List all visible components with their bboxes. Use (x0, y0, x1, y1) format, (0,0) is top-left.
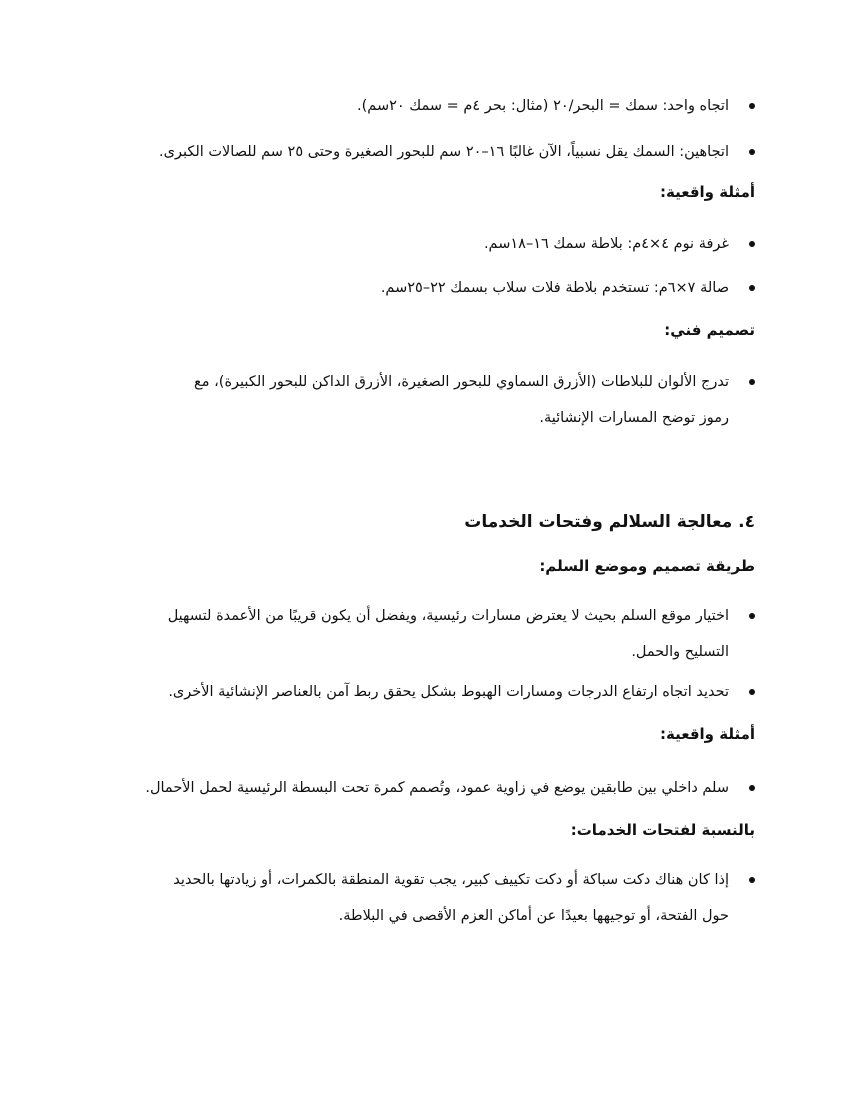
bullet-icon (749, 149, 755, 155)
art-design-heading: تصميم فني: (664, 321, 755, 339)
list-item (90, 674, 755, 710)
openings-heading: بالنسبة لفتحات الخدمات: (570, 821, 755, 839)
list-item-text: صالة ٧×٦م: تستخدم بلاطة فلات سلاب بسمك ٢٢–٢٥سم. (380, 280, 729, 296)
list-item-text: تحديد اتجاه ارتفاع الدرجات ومسارات الهبوط بشكل يحقق ربط آمن بالعناصر الإنشائية الأخرى. (168, 684, 729, 700)
list-item (90, 598, 755, 670)
list-item-text: اتجاهين: السمك يقل نسبياً، الآن غالبًا ١٦–٢٠ سم للبحور الصغيرة وحتى ٢٥ سم للصالات الكبرى. (158, 144, 729, 160)
bullet-icon (749, 689, 755, 695)
list-item (90, 88, 755, 124)
examples-list (90, 770, 755, 806)
list-item-line: تدرج الألوان للبلاطات (الأزرق السماوي للبحور الصغيرة، الأزرق الداكن للبحور الكبيرة)، مع (194, 374, 729, 390)
bullet-icon (749, 785, 755, 791)
stair-design-heading: طريقة تصميم وموضع السلم: (539, 557, 755, 575)
examples-list (90, 226, 755, 306)
bullet-icon (749, 877, 755, 883)
list-item-line: التسليح والحمل. (631, 644, 729, 660)
list-item (90, 862, 755, 934)
bullet-icon (749, 379, 755, 385)
bullet-icon (749, 613, 755, 619)
list-item (90, 134, 755, 170)
list-item-line: اختيار موقع السلم بحيث لا يعترض مسارات رئيسية، ويفضل أن يكون قريبًا من الأعمدة لتسهيل (167, 608, 729, 624)
art-design-list (90, 364, 755, 436)
stair-list (90, 598, 755, 710)
list-item-text: سلم داخلي بين طابقين يوضع في زاوية عمود، وتُصمم كمرة تحت البسطة الرئيسية لحمل الأحمال. (145, 780, 729, 796)
section-title: ٤. معالجة السلالم وفتحات الخدمات (464, 512, 755, 532)
list-item-text: غرفة نوم ٤×٤م: بلاطة سمك ١٦–١٨سم. (483, 236, 729, 252)
list-item-line: حول الفتحة، أو توجيهها بعيدًا عن أماكن العزم الأقصى في البلاطة. (338, 908, 729, 924)
list-item-line: إذا كان هناك دكت سباكة أو دكت تكييف كبير، يجب تقوية المنطقة بالكمرات، أو زيادتها بالحديد (173, 872, 729, 888)
examples-heading: أمثلة واقعية: (660, 725, 755, 743)
list-item (90, 364, 755, 436)
bullet-icon (749, 285, 755, 291)
openings-list (90, 862, 755, 934)
list-item-text: اتجاه واحد: سمك = البحر/٢٠ (مثال: بحر ٤م = سمك ٢٠سم). (357, 98, 729, 114)
thickness-bullets (90, 88, 755, 170)
bullet-icon (749, 103, 755, 109)
examples-heading: أمثلة واقعية: (660, 183, 755, 201)
list-item (90, 270, 755, 306)
list-item-line: رموز توضح المسارات الإنشائية. (539, 410, 729, 426)
list-item (90, 770, 755, 806)
bullet-icon (749, 241, 755, 247)
list-item (90, 226, 755, 262)
